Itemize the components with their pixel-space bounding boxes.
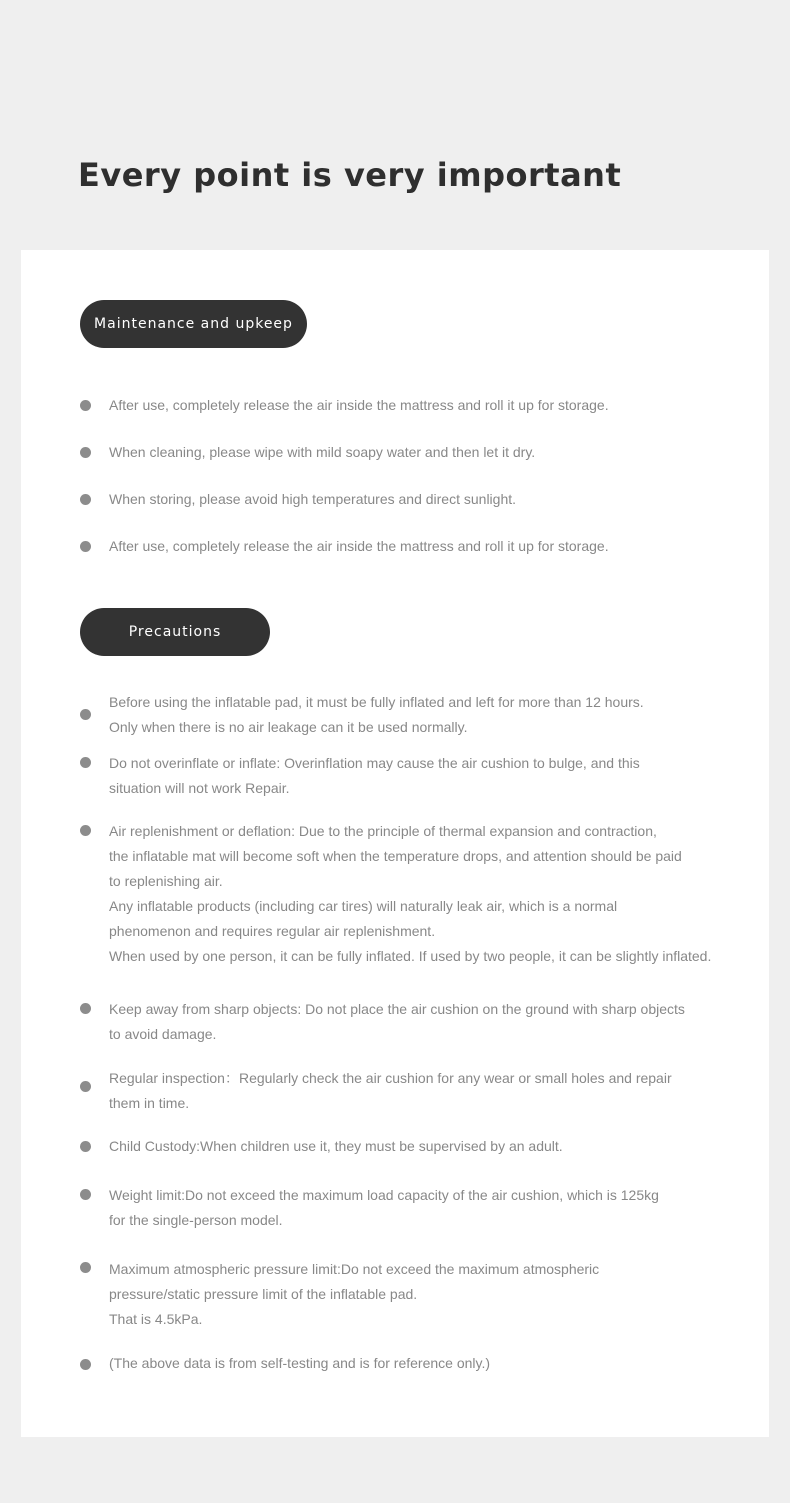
- bullet-dot-icon: [80, 757, 91, 768]
- precautions-heading-pill: Precautions: [80, 608, 270, 656]
- maintenance-item-text: After use, completely release the air inside the mattress and roll it up for storage.: [109, 538, 609, 554]
- bullet-dot-icon: [80, 1141, 91, 1152]
- precaution-line: pressure/static pressure limit of the inflatable pad.: [109, 1286, 418, 1302]
- precaution-item: [80, 1183, 750, 1233]
- bullet-dot-icon: [80, 1262, 91, 1273]
- precaution-line: Any inflatable products (including car tires) will naturally leak air, which is a normal: [109, 898, 618, 914]
- bullet-dot-icon: [80, 494, 91, 505]
- precaution-item: [80, 1066, 750, 1116]
- precaution-line: phenomenon and requires regular air replenishment.: [109, 923, 436, 939]
- maintenance-item: [80, 440, 750, 465]
- maintenance-item-text: When cleaning, please wipe with mild soapy water and then let it dry.: [109, 444, 536, 460]
- precaution-line: Do not overinflate or inflate: Overinflation may cause the air cushion to bulge, and this: [109, 755, 640, 771]
- maintenance-item: [80, 393, 750, 418]
- precaution-item: [80, 1134, 750, 1159]
- maintenance-item-text: When storing, please avoid high temperatures and direct sunlight.: [109, 491, 517, 507]
- precaution-line: to replenishing air.: [109, 873, 223, 889]
- precaution-line: When used by one person, it can be fully inflated. If used by two people, it can be slightly inflated.: [109, 948, 712, 964]
- bullet-dot-icon: [80, 1081, 91, 1092]
- precaution-item: [80, 1351, 750, 1376]
- precaution-item: [80, 997, 750, 1047]
- precaution-line: situation will not work Repair.: [109, 780, 290, 796]
- precaution-line: them in time.: [109, 1095, 190, 1111]
- precaution-line: Keep away from sharp objects: Do not place the air cushion on the ground with sharp objects: [109, 1001, 685, 1017]
- precaution-line: for the single-person model.: [109, 1212, 283, 1228]
- precaution-line: (The above data is from self-testing and is for reference only.): [109, 1355, 491, 1371]
- maintenance-item: [80, 534, 750, 559]
- page-title: Every point is very important: [78, 156, 622, 194]
- bullet-dot-icon: [80, 1003, 91, 1014]
- maintenance-heading-pill: Maintenance and upkeep: [80, 300, 307, 348]
- maintenance-item: [80, 487, 750, 512]
- precaution-line: Regular inspection：Regularly check the air cushion for any wear or small holes and repair: [109, 1070, 672, 1086]
- precaution-item: [80, 751, 750, 801]
- precaution-line: Before using the inflatable pad, it must be fully inflated and left for more than 12 hours.: [109, 694, 644, 710]
- precaution-item: [80, 819, 750, 969]
- bullet-dot-icon: [80, 1359, 91, 1370]
- precaution-item: [80, 1257, 750, 1332]
- precaution-line: the inflatable mat will become soft when the temperature drops, and attention should be paid: [109, 848, 682, 864]
- bullet-dot-icon: [80, 709, 91, 720]
- precaution-line: That is 4.5kPa.: [109, 1311, 203, 1327]
- precaution-line: Maximum atmospheric pressure limit:Do not exceed the maximum atmospheric: [109, 1261, 600, 1277]
- precaution-item: [80, 690, 750, 740]
- bullet-dot-icon: [80, 541, 91, 552]
- precaution-line: to avoid damage.: [109, 1026, 217, 1042]
- bullet-dot-icon: [80, 447, 91, 458]
- content-card: [21, 250, 769, 1437]
- bullet-dot-icon: [80, 825, 91, 836]
- precaution-line: Air replenishment or deflation: Due to the principle of thermal expansion and contraction,: [109, 823, 657, 839]
- precaution-line: Only when there is no air leakage can it be used normally.: [109, 719, 468, 735]
- bullet-dot-icon: [80, 1189, 91, 1200]
- bullet-dot-icon: [80, 400, 91, 411]
- maintenance-item-text: After use, completely release the air inside the mattress and roll it up for storage.: [109, 397, 609, 413]
- precaution-line: Weight limit:Do not exceed the maximum load capacity of the air cushion, which is 125kg: [109, 1187, 659, 1203]
- precaution-line: Child Custody:When children use it, they must be supervised by an adult.: [109, 1138, 563, 1154]
